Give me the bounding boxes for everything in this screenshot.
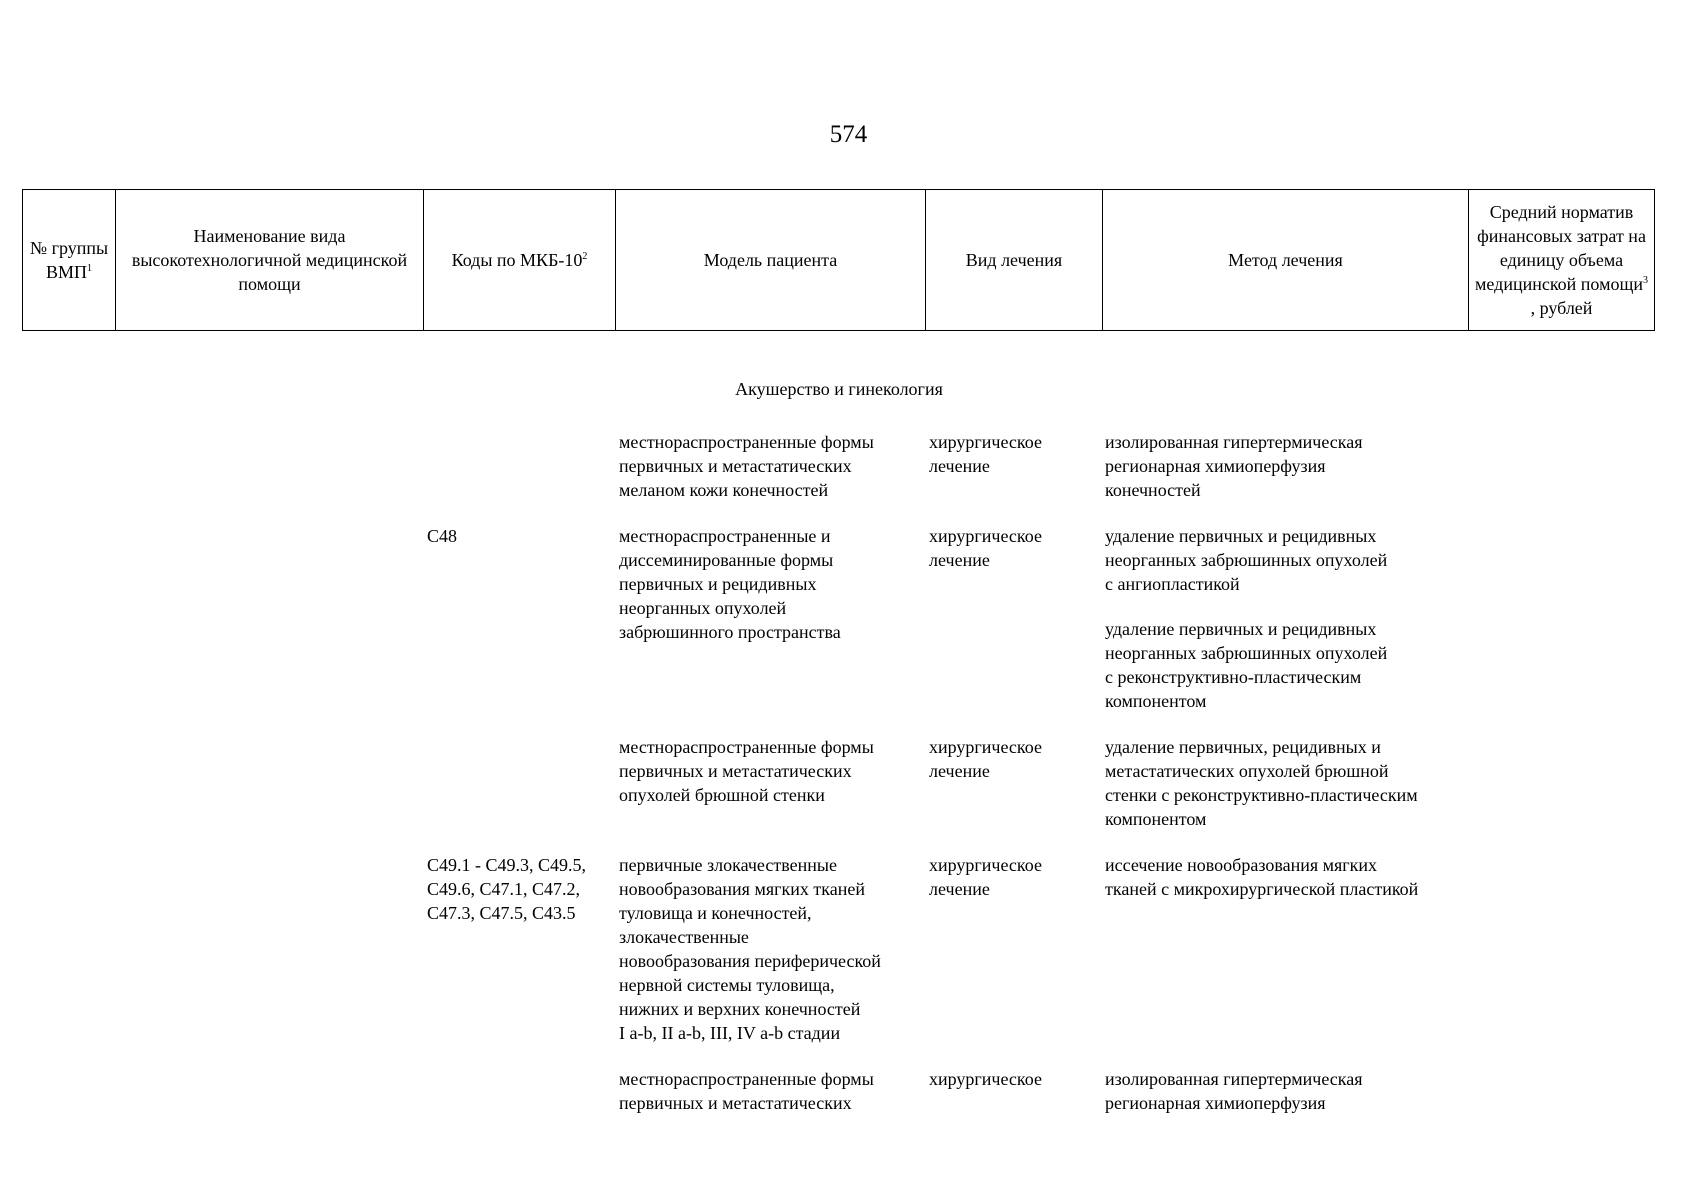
header-care-type [116, 190, 424, 331]
patient-model-cell: местнораспространенные формы первичных и метастатических [619, 1069, 874, 1113]
header-cost-standard-text: Средний норматив финансовых затрат на единицу объема медицинской помощи [1475, 202, 1646, 294]
icd-code-cell: C48 [427, 526, 458, 546]
header-treatment-kind [926, 190, 1103, 331]
footnote-1-mark: 1 [87, 263, 92, 274]
icd-code-cell: C49.1 - C49.3, C49.5, C49.6, C47.1, C47.2, C47.3, C47.5, C43.5 [427, 855, 587, 923]
footnote-2-mark: 2 [582, 251, 588, 262]
treatment-method-cell: удаление первичных и рецидивных неорганных забрюшинных опухолей с реконструктивно-пластическим компонентом [1105, 619, 1388, 711]
header-group-number [23, 190, 116, 331]
treatment-kind-cell: хирургическое лечение [929, 737, 1042, 781]
header-patient-model-text: Модель пациента [703, 250, 838, 270]
treatment-method-cell: удаление первичных и рецидивных неорганных забрюшинных опухолей с ангиопластикой [1105, 526, 1388, 594]
treatment-kind-cell: хирургическое лечение [929, 432, 1042, 476]
header-cost-standard [1469, 190, 1655, 331]
header-cost-standard-unit: , рублей [1530, 298, 1593, 318]
table-header [22, 189, 1655, 331]
header-treatment-method-text: Метод лечения [1228, 250, 1343, 270]
treatment-method-cell: иссечение новообразования мягких тканей с микрохирургической пластикой [1105, 855, 1419, 899]
header-patient-model [616, 190, 926, 331]
patient-model-cell: местнораспространенные формы первичных и метастатических меланом кожи конечностей [619, 432, 874, 500]
treatment-method-cell: изолированная гипертермическая регионарная химиоперфузия конечностей [1105, 432, 1363, 500]
header-treatment-method [1103, 190, 1469, 331]
footnote-3-mark: 3 [1642, 275, 1648, 286]
treatment-kind-cell: хирургическое лечение [929, 855, 1042, 899]
patient-model-cell: первичные злокачественные новообразования мягких тканей туловища и конечностей, злокачественные новообразования периферической нервной системы туловища, нижних и верхних конечностей I a-b, II a-b, III, IV a-b стадии [619, 855, 881, 1043]
header-group-number-text: № группы ВМП [29, 238, 109, 282]
treatment-kind-cell: хирургическое лечение [929, 526, 1042, 570]
treatment-method-cell: изолированная гипертермическая регионарная химиоперфузия [1105, 1069, 1363, 1113]
treatment-kind-cell: хирургическое [929, 1069, 1042, 1089]
patient-model-cell: местнораспространенные и диссеминированные формы первичных и рецидивных неорганных опухолей забрюшинного пространства [619, 526, 841, 642]
header-care-type-text: Наименование вида высокотехнологичной медицинской помощи [131, 226, 408, 294]
page-number: 574 [829, 121, 868, 148]
header-treatment-kind-text: Вид лечения [965, 250, 1063, 270]
header-icd-codes-text: Коды по МКБ-10 [451, 250, 583, 270]
treatment-method-cell: удаление первичных, рецидивных и метастатических опухолей брюшной стенки с реконструктивно-пластическим компонентом [1105, 737, 1418, 829]
section-title: Акушерство и гинекология [735, 379, 943, 399]
header-icd-codes [424, 190, 616, 331]
patient-model-cell: местнораспространенные формы первичных и метастатических опухолей брюшной стенки [619, 737, 874, 805]
